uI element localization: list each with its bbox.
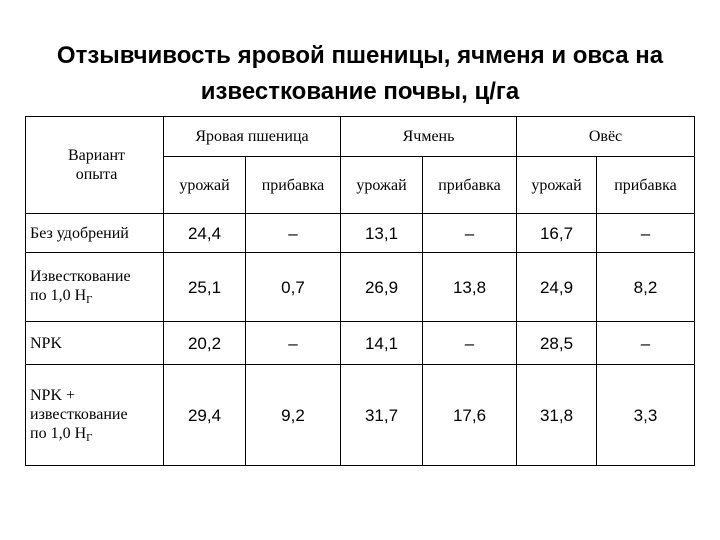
cell-value: 29,4 <box>164 365 246 466</box>
subheader-yield: урожай <box>517 157 597 214</box>
row-label-line-with-subscript <box>30 286 163 307</box>
cell-value: – <box>246 214 341 253</box>
table-row <box>26 253 695 322</box>
subscript-g: Г <box>86 294 93 306</box>
table-row <box>26 365 695 466</box>
row-label-line: известкование <box>30 405 128 423</box>
cell-value: 3,3 <box>597 365 695 466</box>
subheader-yield: урожай <box>164 157 246 214</box>
title-line-2: известкование почвы, ц/га <box>200 78 520 105</box>
cell-value: 13,1 <box>341 214 423 253</box>
title-line-1: Отзывчивость яровой пшеницы, ячменя и овса на <box>56 42 664 69</box>
header-variant-line: опыта <box>75 166 118 183</box>
cell-value: 24,9 <box>517 253 597 322</box>
page-title <box>0 38 720 110</box>
subheader-increase: прибавка <box>246 157 341 214</box>
header-crop-barley: Ячмень <box>341 117 517 157</box>
subscript-g: Г <box>86 431 93 444</box>
subheader-increase: прибавка <box>597 157 695 214</box>
header-crop-wheat: Яровая пшеница <box>164 117 341 157</box>
row-label <box>26 214 164 253</box>
header-variant-line: Вариант <box>68 147 125 164</box>
cell-value: – <box>246 322 341 365</box>
cell-value: – <box>423 214 517 253</box>
cell-value: 17,6 <box>423 365 517 466</box>
cell-value: – <box>597 214 695 253</box>
cell-value: 31,7 <box>341 365 423 466</box>
cell-value: 13,8 <box>423 253 517 322</box>
row-label-line: NPK + <box>30 386 76 404</box>
subheader-increase: прибавка <box>423 157 517 214</box>
table-header-row <box>26 117 695 157</box>
cell-value: 8,2 <box>597 253 695 322</box>
cell-value: 14,1 <box>341 322 423 365</box>
row-label-line-with-subscript <box>30 424 163 445</box>
yield-table <box>25 116 695 466</box>
cell-value: – <box>597 322 695 365</box>
header-crop-oats: Овёс <box>517 117 695 157</box>
cell-value: 0,7 <box>246 253 341 322</box>
cell-value: 31,8 <box>517 365 597 466</box>
row-label-line: Без удобрений <box>30 224 129 242</box>
row-label <box>26 365 164 466</box>
cell-value: – <box>423 322 517 365</box>
table-row <box>26 214 695 253</box>
row-label-line: NPK <box>30 334 63 352</box>
cell-value: 20,2 <box>164 322 246 365</box>
cell-value: 26,9 <box>341 253 423 322</box>
row-label <box>26 253 164 322</box>
header-variant <box>26 117 164 214</box>
table-row <box>26 322 695 365</box>
row-label-text: по 1,0 Н <box>30 424 87 442</box>
cell-value: 28,5 <box>517 322 597 365</box>
cell-value: 9,2 <box>246 365 341 466</box>
row-label-text: по 1,0 Н <box>30 287 87 304</box>
row-label <box>26 322 164 365</box>
cell-value: 25,1 <box>164 253 246 322</box>
subheader-yield: урожай <box>341 157 423 214</box>
row-label-line: Известкование <box>30 268 131 285</box>
cell-value: 24,4 <box>164 214 246 253</box>
cell-value: 16,7 <box>517 214 597 253</box>
